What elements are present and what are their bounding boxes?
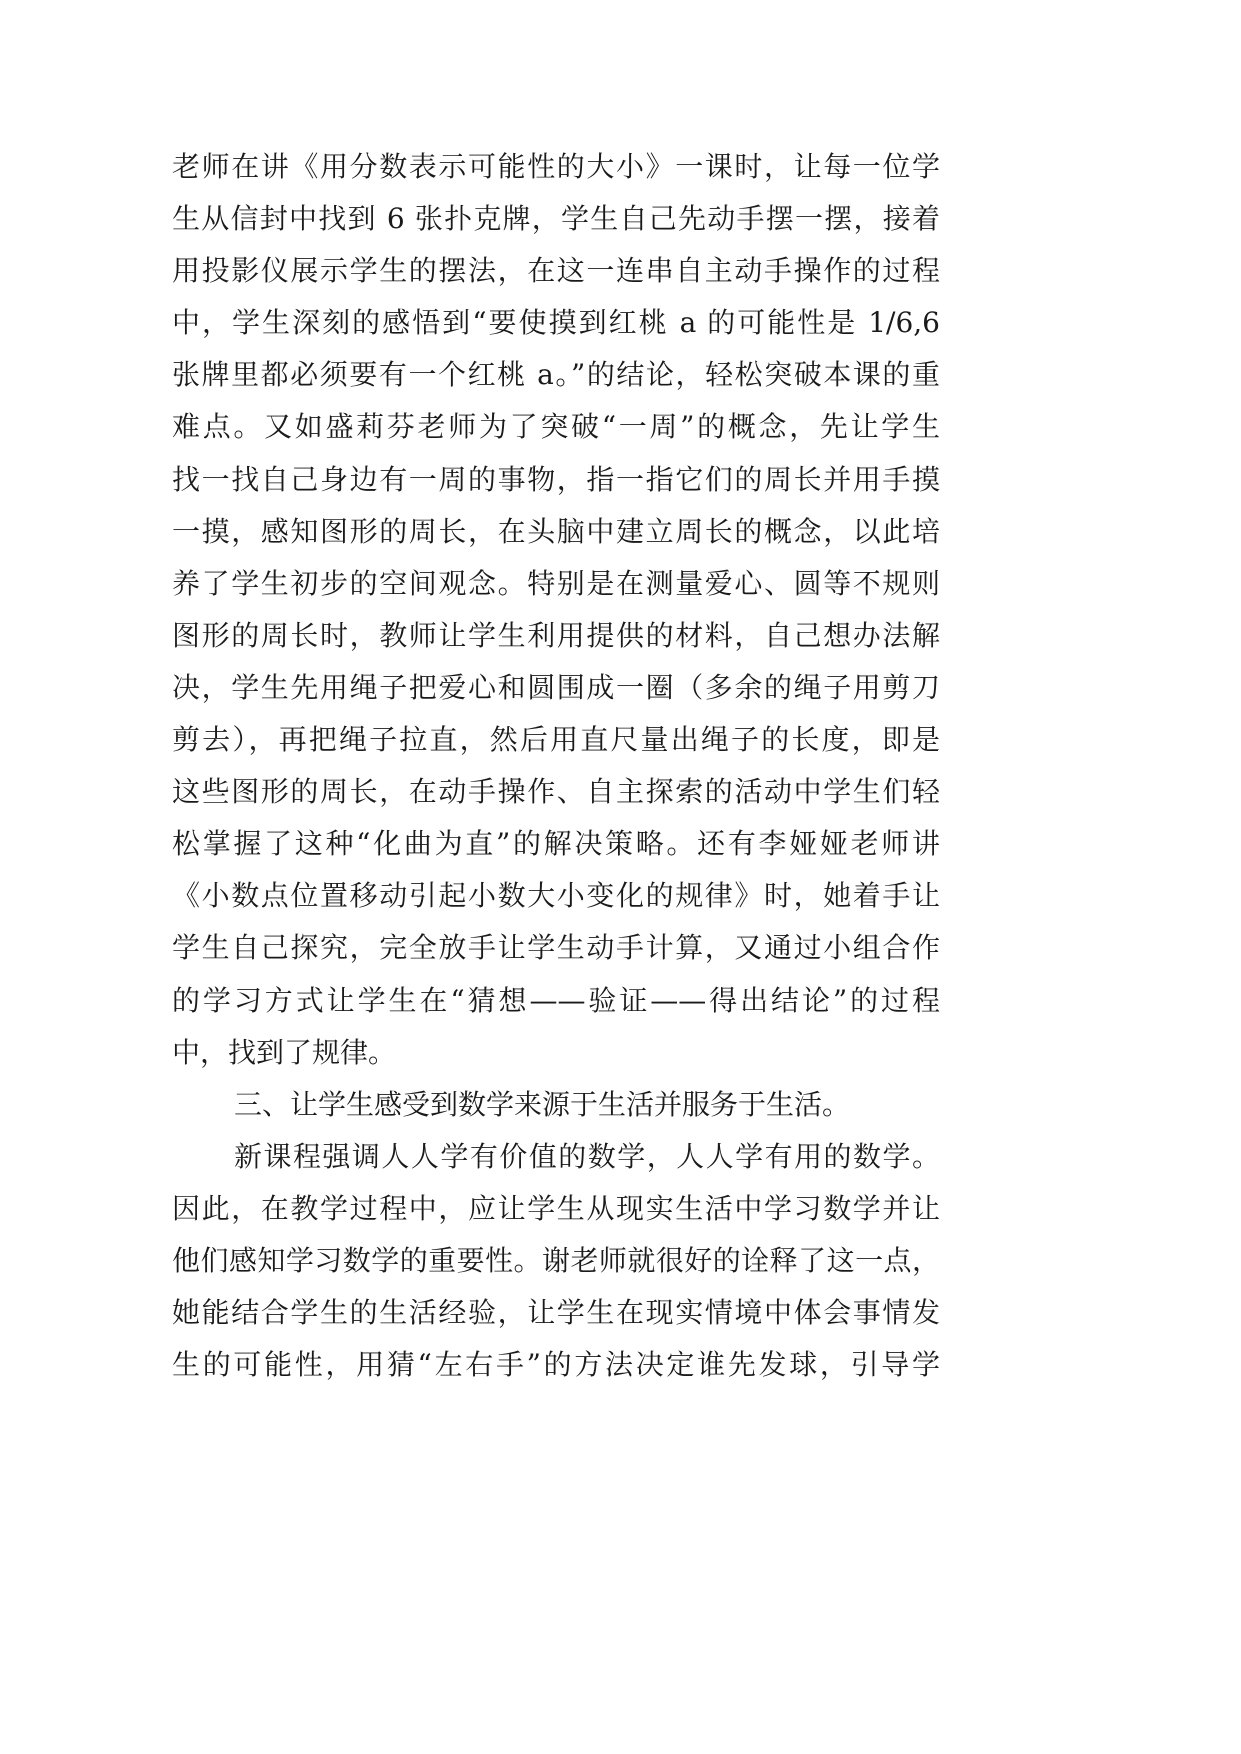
text-line: 《小数点位置移动引起小数大小变化的规律》时，她着手让 <box>172 879 940 913</box>
paragraph <box>172 1131 940 1391</box>
text-line: 学生自己探究，完全放手让学生动手计算，又通过小组合作 <box>172 931 940 965</box>
text-line: 剪去），再把绳子拉直，然后用直尺量出绳子的长度，即是 <box>172 723 940 757</box>
text-line: 他们感知学习数学的重要性。谢老师就很好的诠释了这一点， <box>172 1243 940 1277</box>
text-line: 中，学生深刻的感悟到“要使摸到红桃 a 的可能性是 1/6,6 <box>172 306 940 340</box>
text-line: 用投影仪展示学生的摆法，在这一连串自主动手操作的过程 <box>172 254 940 288</box>
text-line: 因此，在教学过程中，应让学生从现实生活中学习数学并让 <box>172 1191 940 1225</box>
document-body <box>172 141 940 1391</box>
text-line: 新课程强调人人学有价值的数学，人人学有用的数学。 <box>234 1139 940 1173</box>
text-line: 三、让学生感受到数学来源于生活并服务于生活。 <box>234 1087 851 1121</box>
text-line: 张牌里都必须要有一个红桃 a。”的结论，轻松突破本课的重 <box>172 358 940 392</box>
text-line: 生从信封中找到 6 张扑克牌，学生自己先动手摆一摆，接着 <box>172 202 940 236</box>
text-line: 决，学生先用绳子把爱心和圆围成一圈（多余的绳子用剪刀 <box>172 670 940 704</box>
text-line: 生的可能性，用猜“左右手”的方法决定谁先发球，引导学 <box>172 1348 940 1382</box>
paragraph <box>172 141 940 1079</box>
text-line: 松掌握了这种“化曲为直”的解决策略。还有李娅娅老师讲 <box>172 827 940 861</box>
text-line: 找一找自己身边有一周的事物，指一指它们的周长并用手摸 <box>172 462 940 496</box>
text-line: 她能结合学生的生活经验，让学生在现实情境中体会事情发 <box>172 1296 940 1330</box>
section-heading <box>172 1079 940 1131</box>
text-line: 养了学生初步的空间观念。特别是在测量爱心、圆等不规则 <box>172 566 940 600</box>
text-line: 老师在讲《用分数表示可能性的大小》一课时，让每一位学 <box>172 150 940 183</box>
text-line: 中，找到了规律。 <box>172 1035 397 1069</box>
text-line: 图形的周长时，教师让学生利用提供的材料，自己想办法解 <box>172 618 940 652</box>
text-line: 难点。又如盛莉芬老师为了突破“一周”的概念，先让学生 <box>172 410 940 444</box>
text-line: 这些图形的周长，在动手操作、自主探索的活动中学生们轻 <box>172 775 940 809</box>
text-line: 的学习方式让学生在“猜想——验证——得出结论”的过程 <box>172 983 940 1017</box>
text-line: 一摸，感知图形的周长，在头脑中建立周长的概念，以此培 <box>172 514 940 548</box>
